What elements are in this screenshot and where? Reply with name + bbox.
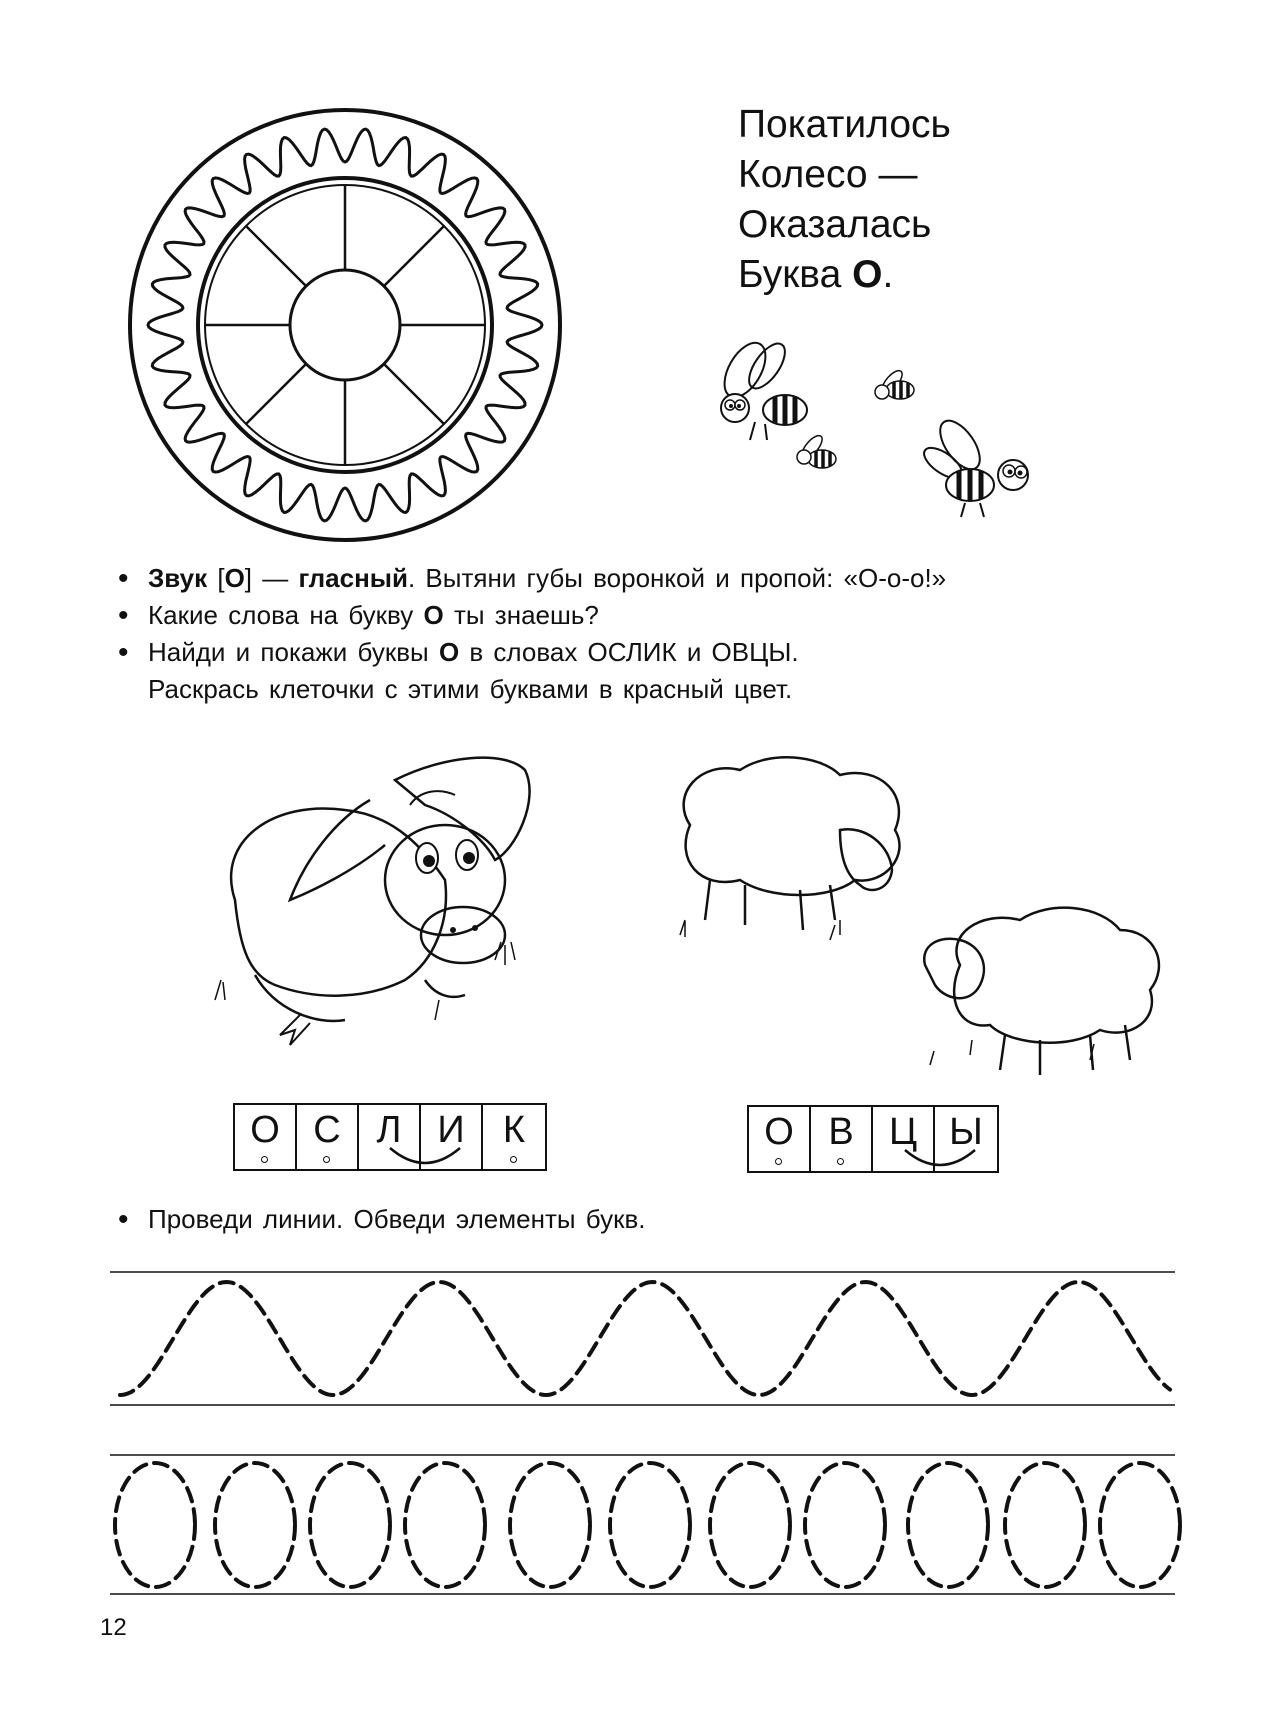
letter-bold: О — [423, 600, 444, 630]
page-number: 12 — [100, 1614, 127, 1641]
instruction-continuation: Раскрась клеточки с этими буквами в красный цвет. — [148, 674, 793, 704]
oval-tracing[interactable] — [510, 1463, 590, 1587]
instruction-text: Найди и покажи буквы — [148, 637, 439, 667]
vowel-dot-icon — [775, 1158, 782, 1165]
poem-line-1: Покатилось — [738, 103, 951, 146]
letter-text: О — [764, 1111, 794, 1153]
poem-line-2: Колесо — — [738, 153, 918, 196]
letter-cell[interactable] — [297, 1105, 359, 1169]
poem-line-4-text: Буква — [738, 253, 853, 296]
sheep-icon — [684, 757, 900, 930]
bee-icon — [716, 336, 807, 440]
bracket-close: ] — — [244, 563, 299, 593]
instruction-item — [118, 634, 946, 671]
oval-tracing[interactable] — [115, 1463, 195, 1587]
oval-tracing[interactable] — [610, 1463, 690, 1587]
sheep-illustration — [670, 755, 1170, 1085]
instruction-item: • Проведи линии. Обведи элементы букв. — [118, 1201, 646, 1238]
instruction-text: . Вытяни губы воронкой и пропой: «О-о-о!» — [407, 563, 947, 593]
sound-letter: О — [224, 563, 245, 593]
wheel-spoke — [384, 364, 444, 424]
letter-text: О — [250, 1109, 280, 1151]
sound-label: Звук — [148, 563, 208, 593]
instructions — [118, 560, 946, 708]
letter-bold: О — [438, 637, 460, 667]
letter-text: К — [502, 1109, 526, 1151]
poem-line-3: Оказалась — [738, 203, 932, 246]
wheel-spoke — [384, 226, 444, 286]
letter-cell[interactable] — [483, 1105, 545, 1169]
oval-tracing[interactable] — [215, 1463, 295, 1587]
letter-cell[interactable] — [235, 1105, 297, 1169]
instruction-text: ты знаешь? — [443, 600, 599, 630]
letter-text: В — [828, 1111, 854, 1153]
syllable-arc-icon — [385, 1143, 465, 1173]
vowel-dot-icon — [261, 1156, 268, 1163]
wheel-spoke — [246, 226, 306, 286]
letter-text: Л — [376, 1109, 402, 1151]
letter-text: И — [437, 1109, 465, 1151]
poem-line-4 — [738, 250, 951, 300]
oval-tracing[interactable] — [1005, 1463, 1085, 1587]
bee-icon — [875, 367, 914, 399]
oval-tracing[interactable] — [1100, 1463, 1180, 1587]
consonant-dot-icon — [323, 1156, 330, 1163]
consonant-dot-icon — [510, 1156, 517, 1163]
consonant-dot-icon — [837, 1158, 844, 1165]
letter-text: Ц — [888, 1111, 918, 1153]
tracing-instructions — [118, 1201, 646, 1238]
instruction-text: в словах ОСЛИК и ОВЦЫ. — [459, 637, 799, 667]
wheel-spoke — [246, 364, 306, 424]
instruction-item — [118, 597, 946, 634]
oval-tracing[interactable] — [310, 1463, 390, 1587]
letter-text: С — [313, 1109, 341, 1151]
poem — [738, 100, 951, 300]
instruction-text: Какие слова на букву — [148, 600, 424, 630]
oval-tracing[interactable] — [805, 1463, 885, 1587]
oval-tracing[interactable] — [908, 1463, 988, 1587]
sheep-icon — [924, 908, 1159, 1075]
letter-text: Ы — [949, 1111, 983, 1153]
wheel-illustration — [125, 105, 565, 545]
bee-icon — [919, 414, 1028, 517]
poem-end: . — [882, 253, 894, 296]
bees-illustration — [695, 320, 1055, 550]
oval-tracing[interactable] — [405, 1463, 485, 1587]
letter-cell[interactable] — [811, 1107, 873, 1171]
oval-tracing[interactable] — [710, 1463, 790, 1587]
tracing-area[interactable] — [110, 1260, 1210, 1640]
syllable-arc-icon — [900, 1145, 980, 1175]
letter-cell[interactable] — [749, 1107, 811, 1171]
instruction-item — [118, 560, 946, 597]
bracket-open: [ — [207, 563, 225, 593]
vowel-label: гласный — [298, 563, 408, 593]
wave-tracing — [120, 1282, 1170, 1395]
poem-letter: О — [852, 253, 883, 296]
donkey-illustration — [195, 760, 575, 1060]
bee-icon — [797, 432, 836, 468]
